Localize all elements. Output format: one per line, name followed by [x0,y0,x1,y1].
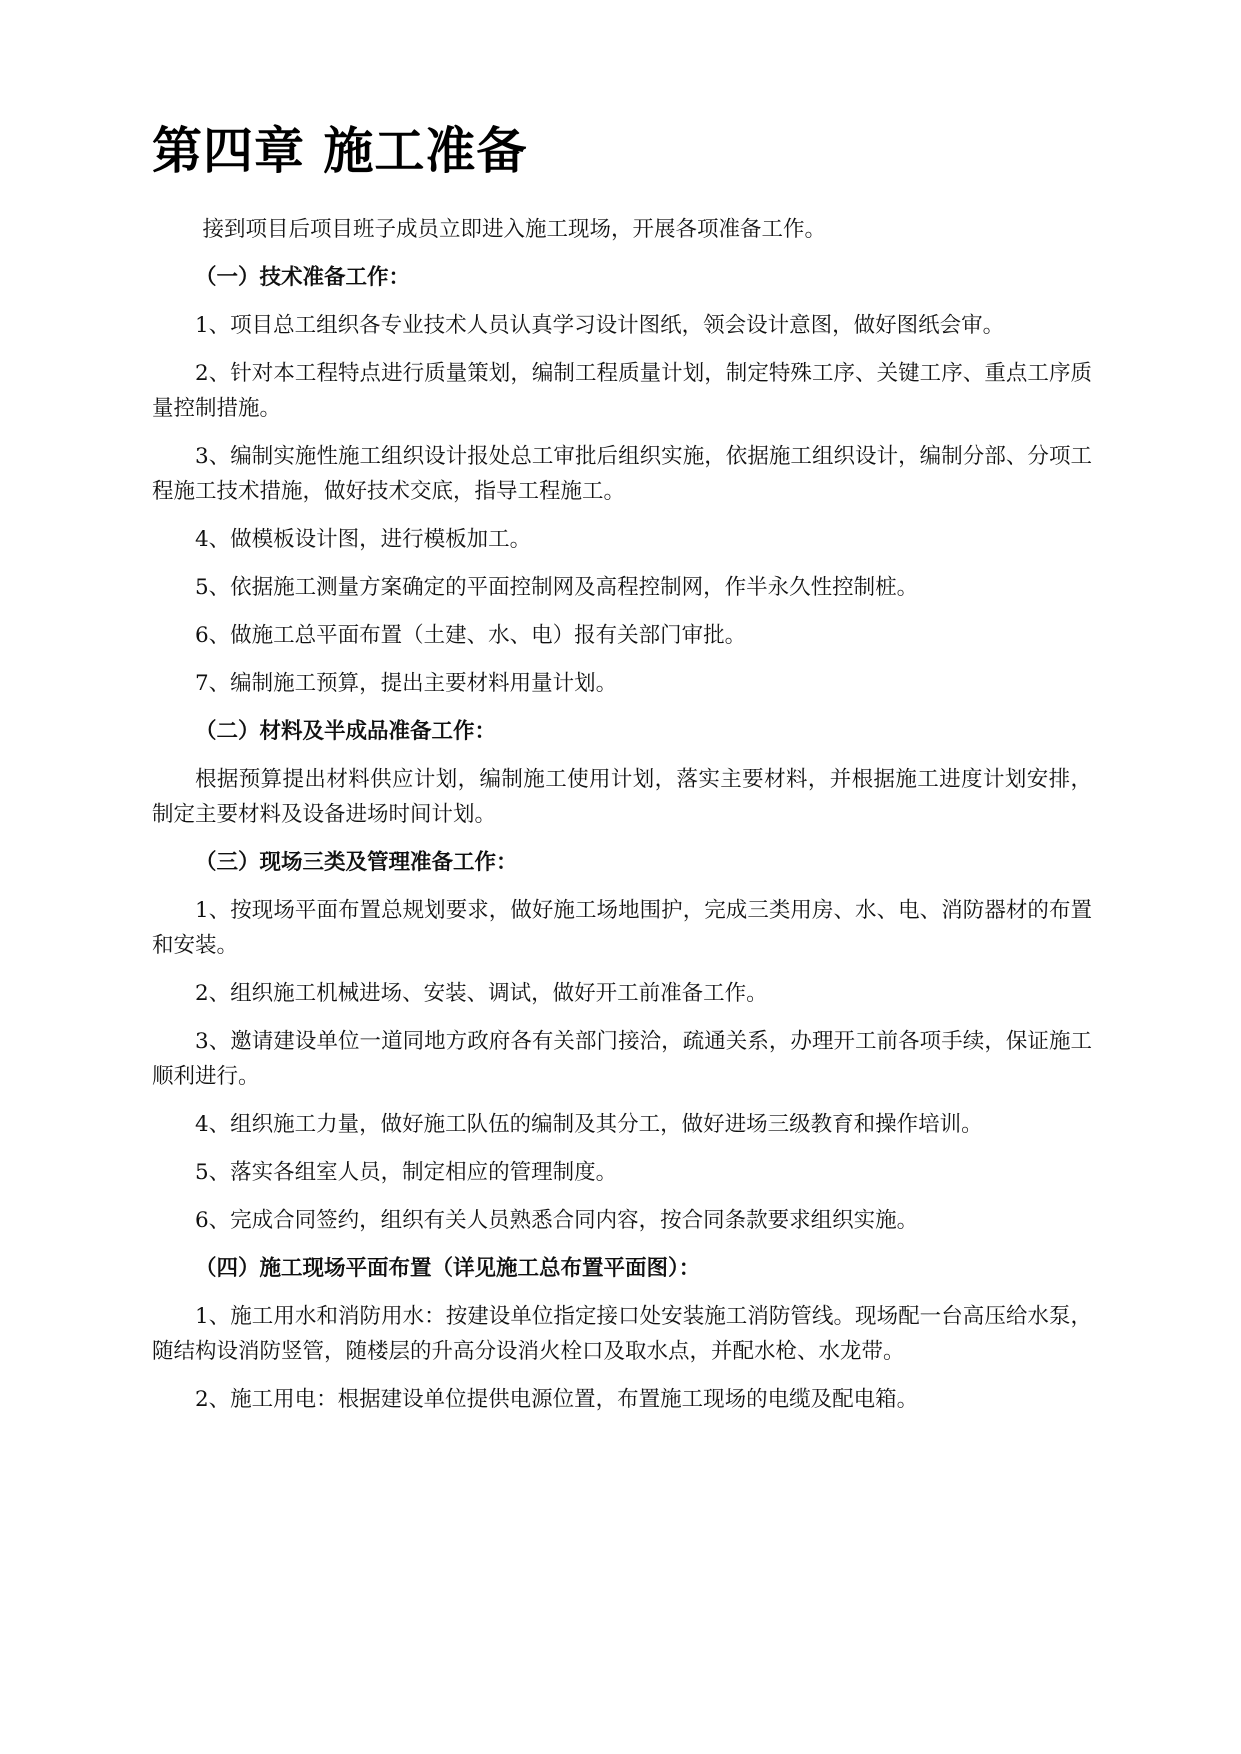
paragraph: 6、做施工总平面布置（土建、水、电）报有关部门审批。 [195,623,747,648]
paragraph: 4、做模板设计图，进行模板加工。 [195,527,532,552]
paragraph: 根据预算提出材料供应计划，编制施工使用计划，落实主要材料，并根据施工进度计划安排，制定主要材料及设备进场时间计划。 [152,767,1092,827]
paragraph: 6、完成合同签约，组织有关人员熟悉合同内容，按合同条款要求组织实施。 [195,1208,919,1233]
document-body [152,212,1092,1430]
paragraph: 1、项目总工组织各专业技术人员认真学习设计图纸，领会设计意图，做好图纸会审。 [195,313,1005,338]
intro-paragraph: 接到项目后项目班子成员立即进入施工现场，开展各项准备工作。 [202,217,827,242]
paragraph: 3、邀请建设单位一道同地方政府各有关部门接洽，疏通关系，办理开工前各项手续，保证施工顺利进行。 [152,1029,1092,1089]
paragraph: 5、依据施工测量方案确定的平面控制网及高程控制网，作半永久性控制桩。 [195,575,919,600]
chapter-title: 第四章 施工准备 [152,121,528,180]
paragraph: 1、按现场平面布置总规划要求，做好施工场地围护，完成三类用房、水、电、消防器材的布置和安装。 [152,898,1092,958]
section-heading-site-layout: （四）施工现场平面布置（详见施工总布置平面图）： [195,1256,701,1281]
paragraph: 7、编制施工预算，提出主要材料用量计划。 [195,671,618,696]
paragraph: 2、针对本工程特点进行质量策划，编制工程质量计划，制定特殊工序、关键工序、重点工序质量控制措施。 [152,361,1092,421]
paragraph: 1、施工用水和消防用水：按建设单位指定接口处安装施工消防管线。现场配一台高压给水泵，随结构设消防竖管，随楼层的升高分设消火栓口及取水点，并配水枪、水龙带。 [152,1304,1092,1364]
section-heading-site-management: （三）现场三类及管理准备工作： [195,850,518,875]
paragraph: 5、落实各组室人员，制定相应的管理制度。 [195,1160,618,1185]
paragraph: 2、组织施工机械进场、安装、调试，做好开工前准备工作。 [195,981,768,1006]
section-heading-technical: （一）技术准备工作： [195,265,411,290]
section-heading-materials: （二）材料及半成品准备工作： [195,719,497,744]
paragraph: 2、施工用电：根据建设单位提供电源位置，布置施工现场的电缆及配电箱。 [195,1387,919,1412]
paragraph: 4、组织施工力量，做好施工队伍的编制及其分工，做好进场三级教育和操作培训。 [195,1112,983,1137]
paragraph: 3、编制实施性施工组织设计报处总工审批后组织实施，依据施工组织设计，编制分部、分项工程施工技术措施，做好技术交底，指导工程施工。 [152,444,1092,504]
